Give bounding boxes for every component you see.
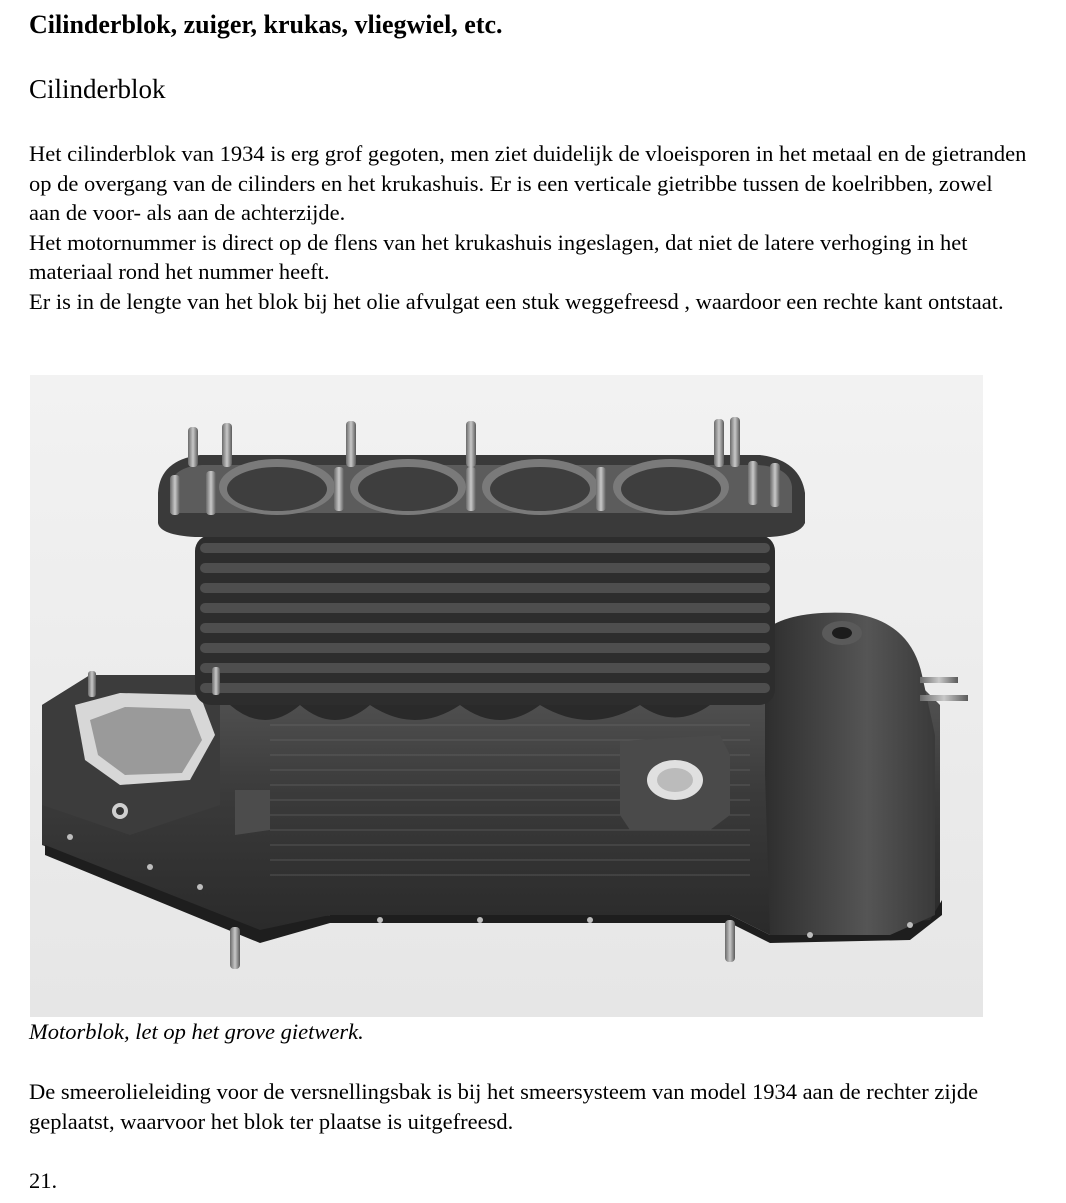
paragraph-milled-edge: Er is in de lengte van het blok bij het olie afvulgat een stuk weggefreesd , waardoor een rechte kant ontstaat. xyxy=(29,288,1004,314)
section-heading: Cilinderblok xyxy=(29,74,166,104)
photo-caption: Motorblok, let op het grove gietwerk. xyxy=(29,1019,364,1044)
page-number: 21. xyxy=(29,1168,58,1193)
paragraph-oil-line: De smeerolieleiding voor de versnellingsbak is bij het smeersysteem van model 1934 aan de rechter zijde geplaatst, waarvoor het blok ter plaatse is uitgefreesd. xyxy=(29,1079,979,1134)
engine-block-photo xyxy=(30,375,983,1017)
page-title: Cilinderblok, zuiger, krukas, vliegwiel, etc. xyxy=(29,10,503,39)
intro-text xyxy=(29,139,1029,317)
paragraph-casting: Het cilinderblok van 1934 is erg grof gegoten, men ziet duidelijk de vloeisporen in het metaal en de gietranden op de overgang van de cilinders en het krukashuis. Er is een verticale gietribbe tussen de koelribben, zowel aan de voor- als aan de achterzijde. xyxy=(29,141,1027,226)
paragraph-engine-number: Het motornummer is direct op de flens van het krukashuis ingeslagen, dat niet de latere verhoging in het materiaal rond het nummer heeft. xyxy=(29,229,968,285)
